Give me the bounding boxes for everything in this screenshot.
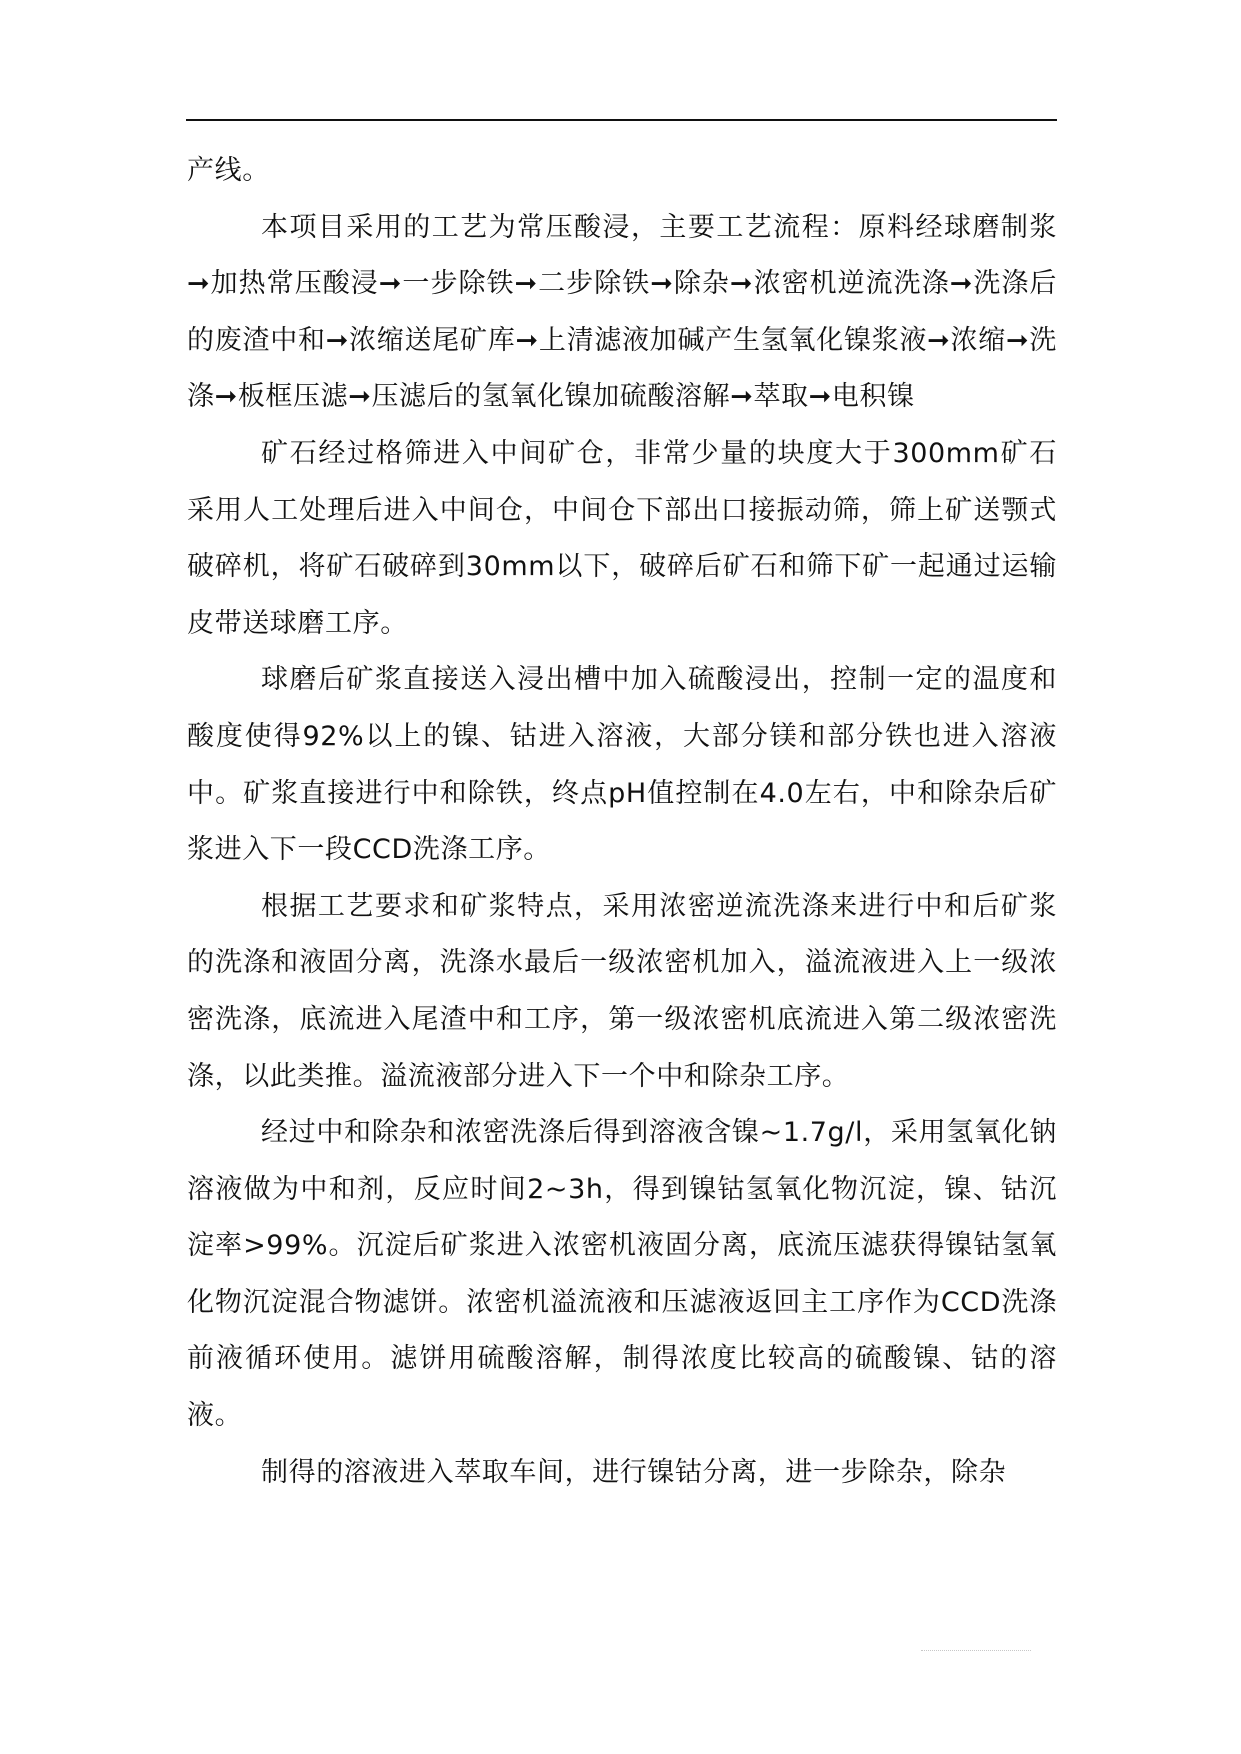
paragraph-ore-crushing: 矿石经过格筛进入中间矿仓，非常少量的块度大于300mm矿石采用人工处理后进入中间仓，中间仓下部出口接振动筛，筛上矿送颚式破碎机，将矿石破碎到30mm以下，破碎后矿石和筛下矿一起通过运输皮带送球磨工序。: [187, 437, 1057, 639]
paragraph-extraction: 制得的溶液进入萃取车间，进行镍钴分离，进一步除杂，除杂: [261, 1456, 1007, 1488]
header-rule: [186, 119, 1057, 121]
paragraph-acid-leaching: 球磨后矿浆直接送入浸出槽中加入硫酸浸出，控制一定的温度和酸度使得92%以上的镍、钴进入溶液，大部分镁和部分铁也进入溶液中。矿浆直接进行中和除铁，终点pH值控制在4.0左右，中和除杂后矿浆进入下一段CCD洗涤工序。: [187, 664, 1057, 866]
footer-dotted-mark: [921, 1650, 1031, 1651]
paragraph-process-flow: 本项目采用的工艺为常压酸浸，主要工艺流程：原料经球磨制浆➞加热常压酸浸➞一步除铁➞二步除铁➞除杂➞浓密机逆流洗涤➞洗涤后的废渣中和➞浓缩送尾矿库➞上清滤液加碱产生氢氧化镍浆液➞浓缩➞洗涤➞板框压滤➞压滤后的氢氧化镍加硫酸溶解➞萃取➞电积镍: [187, 211, 1057, 413]
paragraph-ccd-washing: 根据工艺要求和矿浆特点，采用浓密逆流洗涤来进行中和后矿浆的洗涤和液固分离，洗涤水最后一级浓密机加入，溢流液进入上一级浓密洗涤，底流进入尾渣中和工序，第一级浓密机底流进入第二级浓密洗涤，以此类推。溢流液部分进入下一个中和除杂工序。: [187, 890, 1057, 1092]
paragraph-continuation: 产线。: [187, 155, 270, 186]
paragraph-hydroxide-precipitation: 经过中和除杂和浓密洗涤后得到溶液含镍~1.7g/l，采用氢氧化钠溶液做为中和剂，反应时间2~3h，得到镍钴氢氧化物沉淀，镍、钴沉淀率>99%。沉淀后矿浆进入浓密机液固分离，底流压滤获得镍钴氢氧化物沉淀混合物滤饼。浓密机溢流液和压滤液返回主工序作为CCD洗涤前液循环使用。滤饼用硫酸溶解，制得浓度比较高的硫酸镍、钴的溶液。: [187, 1117, 1057, 1432]
document-body: [187, 143, 1057, 1501]
